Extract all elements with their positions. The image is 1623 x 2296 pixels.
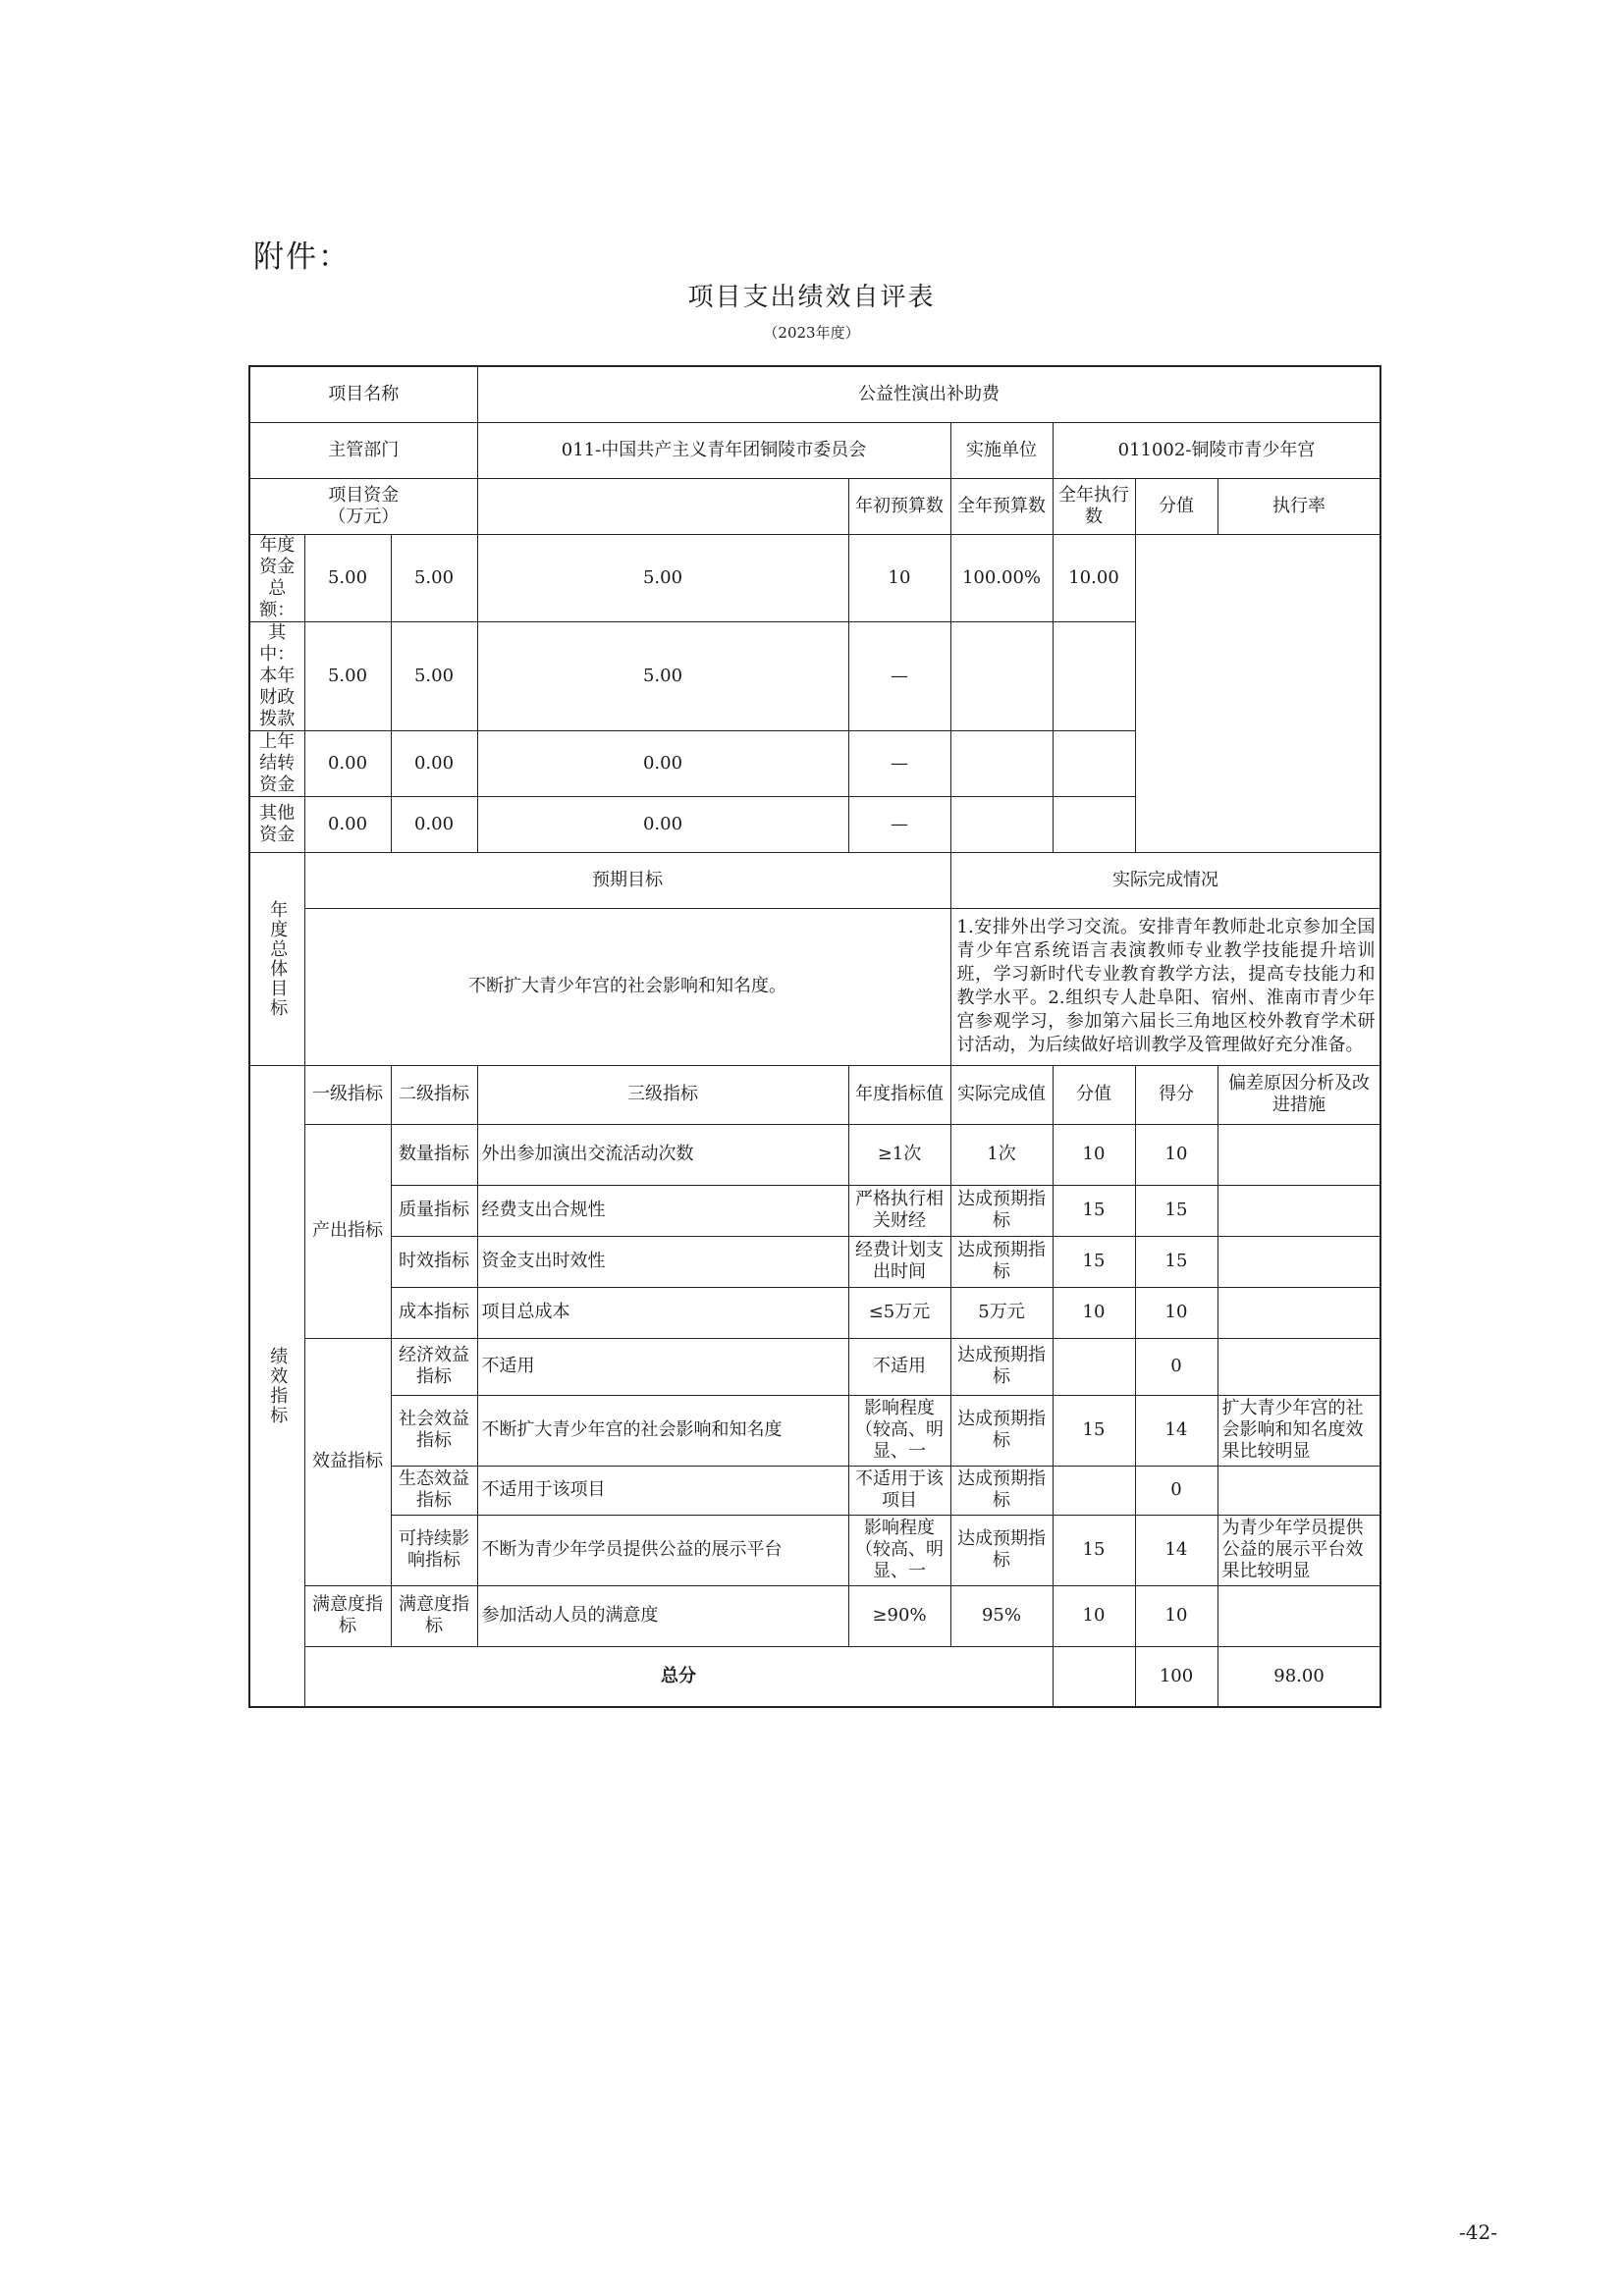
unit-value: 011002-铜陵市青少年宫 bbox=[1053, 422, 1380, 478]
header-target: 年度指标值 bbox=[848, 1065, 950, 1124]
row-satisfaction bbox=[249, 1585, 1380, 1646]
expected-goal: 不断扩大青少年宫的社会影响和知名度。 bbox=[304, 908, 950, 1065]
total-blank bbox=[1053, 1646, 1135, 1707]
funds-score bbox=[1053, 730, 1135, 796]
level3-indicator: 外出参加演出交流活动次数 bbox=[477, 1124, 848, 1185]
evaluation-table bbox=[248, 365, 1381, 1708]
funds-rate bbox=[950, 730, 1053, 796]
actual-value-text: 达成预期指标 bbox=[957, 1528, 1046, 1571]
funds-rate bbox=[950, 621, 1053, 730]
funds-score: 10.00 bbox=[1053, 534, 1135, 621]
deviation-reason bbox=[1217, 1395, 1380, 1466]
level3-indicator: 资金支出时效性 bbox=[477, 1236, 848, 1287]
project-name-label: 项目名称 bbox=[249, 366, 477, 422]
header-rate: 执行率 bbox=[1217, 478, 1380, 534]
level2-indicator bbox=[391, 1185, 477, 1236]
deviation-reason bbox=[1217, 1466, 1380, 1515]
funds-initial: 0.00 bbox=[304, 730, 391, 796]
header-level2: 二级指标 bbox=[391, 1065, 477, 1124]
deviation-reason bbox=[1217, 1124, 1380, 1185]
dept-value: 011-中国共产主义青年团铜陵市委员会 bbox=[477, 422, 950, 478]
indicator-score: 0 bbox=[1135, 1466, 1217, 1515]
funds-full-year: 5.00 bbox=[391, 534, 477, 621]
funds-score bbox=[1053, 796, 1135, 852]
level2-indicator-text: 成本指标 bbox=[399, 1302, 469, 1322]
level2-indicator bbox=[391, 1338, 477, 1395]
funds-rate bbox=[950, 796, 1053, 852]
total-label: 总分 bbox=[304, 1646, 1053, 1707]
target-value bbox=[848, 1124, 950, 1185]
indicator-weight: 15 bbox=[1053, 1185, 1135, 1236]
row-output-0 bbox=[249, 1124, 1380, 1185]
indicator-weight: 10 bbox=[1053, 1124, 1135, 1185]
actual-value-text: 5万元 bbox=[978, 1302, 1025, 1322]
row-funds-1 bbox=[249, 621, 1380, 730]
indicator-weight: 15 bbox=[1053, 1395, 1135, 1466]
indicator-score: 15 bbox=[1135, 1236, 1217, 1287]
header-level1: 一级指标 bbox=[304, 1065, 391, 1124]
total-score: 98.00 bbox=[1217, 1646, 1380, 1707]
actual-value-text: 达成预期指标 bbox=[957, 1189, 1046, 1231]
form-year: （2023年度） bbox=[763, 324, 860, 342]
indicators-label: 绩效指标 bbox=[249, 1065, 304, 1707]
level2-indicator-text: 数量指标 bbox=[399, 1144, 469, 1164]
indicator-score: 10 bbox=[1135, 1124, 1217, 1185]
target-value bbox=[848, 1287, 950, 1338]
indicator-weight bbox=[1053, 1466, 1135, 1515]
target-value-text: ≤5万元 bbox=[868, 1302, 931, 1322]
row-funds-0 bbox=[249, 534, 1380, 621]
indicator-score: 14 bbox=[1135, 1515, 1217, 1585]
target-value-text: 影响程度（较高、明显、一 bbox=[855, 1518, 944, 1581]
satisfaction-target: ≥90% bbox=[848, 1585, 950, 1646]
satisfaction-score: 10 bbox=[1135, 1585, 1217, 1646]
header-ind-weight: 分值 bbox=[1053, 1065, 1135, 1124]
funds-label-line2: （万元） bbox=[328, 506, 400, 527]
deviation-reason bbox=[1217, 1515, 1380, 1585]
actual-value-text: 达成预期指标 bbox=[957, 1409, 1046, 1451]
deviation-reason-text: 扩大青少年宫的社会影响和知名度效果比较明显 bbox=[1221, 1398, 1364, 1462]
target-value-text: ≥1次 bbox=[877, 1144, 922, 1164]
indicator-weight: 10 bbox=[1053, 1287, 1135, 1338]
funds-initial: 0.00 bbox=[304, 796, 391, 852]
level2-indicator-text: 质量指标 bbox=[399, 1200, 469, 1220]
deviation-reason bbox=[1217, 1338, 1380, 1395]
funds-full-year: 0.00 bbox=[391, 796, 477, 852]
row-goals-content bbox=[249, 908, 1380, 1065]
funds-label-line1: 项目资金 bbox=[328, 484, 400, 506]
funds-executed: 5.00 bbox=[477, 534, 848, 621]
header-weight: 分值 bbox=[1135, 478, 1217, 534]
header-initial: 年初预算数 bbox=[848, 478, 950, 534]
satisfaction-label: 满意度指标 bbox=[304, 1585, 391, 1646]
row-benefit-2 bbox=[249, 1466, 1380, 1515]
header-ind-score: 得分 bbox=[1135, 1065, 1217, 1124]
level3-indicator: 不适用于该项目 bbox=[477, 1466, 848, 1515]
actual-value bbox=[950, 1515, 1053, 1585]
deviation-reason bbox=[1217, 1287, 1380, 1338]
funds-executed: 5.00 bbox=[477, 621, 848, 730]
target-value bbox=[848, 1236, 950, 1287]
actual-result-text: 1.安排外出学习交流。安排青年教师赴北京参加全国青少年宫系统语言表演教师专业教学技能提升培训班，学习新时代专业教育教学方法，提高专技能力和教学水平。2.组织专人赴阜阳、宿州、淮南市青少年宫参观学习，参加第六届长三角地区校外教育学术研讨活动，为后续做好培训教学及管理做好充分准备。 bbox=[956, 917, 1376, 1055]
indicator-weight: 15 bbox=[1053, 1515, 1135, 1585]
target-value bbox=[848, 1515, 950, 1585]
deviation-reason bbox=[1217, 1236, 1380, 1287]
funds-weight: — bbox=[848, 730, 950, 796]
target-value-text: 影响程度（较高、明显、一 bbox=[855, 1398, 944, 1462]
level2-indicator-text: 社会效益指标 bbox=[399, 1409, 469, 1451]
satisfaction-level2: 满意度指标 bbox=[391, 1585, 477, 1646]
deviation-reason bbox=[1217, 1185, 1380, 1236]
header-full-year: 全年预算数 bbox=[950, 478, 1053, 534]
actual-value bbox=[950, 1338, 1053, 1395]
actual-value-text: 达成预期指标 bbox=[957, 1345, 1046, 1387]
level3-indicator: 项目总成本 bbox=[477, 1287, 848, 1338]
level3-indicator: 不断扩大青少年宫的社会影响和知名度 bbox=[477, 1395, 848, 1466]
row-goals-header bbox=[249, 852, 1380, 908]
indicator-score: 14 bbox=[1135, 1395, 1217, 1466]
target-value-text: 经费计划支出时间 bbox=[855, 1240, 944, 1282]
funds-row-label: 其他资金 bbox=[249, 796, 304, 852]
level2-indicator bbox=[391, 1515, 477, 1585]
row-output-2 bbox=[249, 1236, 1380, 1287]
funds-executed: 0.00 bbox=[477, 796, 848, 852]
indicator-weight: 15 bbox=[1053, 1236, 1135, 1287]
header-reason: 偏差原因分析及改进措施 bbox=[1217, 1065, 1380, 1124]
row-benefit-0 bbox=[249, 1338, 1380, 1395]
funds-full-year: 0.00 bbox=[391, 730, 477, 796]
form-title: 项目支出绩效自评表 bbox=[687, 283, 936, 312]
target-value bbox=[848, 1185, 950, 1236]
row-department bbox=[249, 422, 1380, 478]
row-funds-3 bbox=[249, 796, 1380, 852]
page-number: -42- bbox=[1459, 2220, 1497, 2244]
indicator-score: 0 bbox=[1135, 1338, 1217, 1395]
funds-row-label: 上年结转资金 bbox=[249, 730, 304, 796]
satisfaction-reason bbox=[1217, 1585, 1380, 1646]
target-value bbox=[848, 1466, 950, 1515]
target-value bbox=[848, 1338, 950, 1395]
level3-indicator: 不断为青少年学员提供公益的展示平台 bbox=[477, 1515, 848, 1585]
attachment-label: 附件： bbox=[253, 240, 351, 275]
funds-score bbox=[1053, 621, 1135, 730]
funds-rate: 100.00% bbox=[950, 534, 1053, 621]
funds-row-label: 其中：本年财政拨款 bbox=[249, 621, 304, 730]
level2-indicator-text: 可持续影响指标 bbox=[399, 1528, 469, 1571]
actual-value bbox=[950, 1185, 1053, 1236]
row-funds-header bbox=[249, 478, 1380, 534]
expected-header: 预期目标 bbox=[304, 852, 950, 908]
row-benefit-3 bbox=[249, 1515, 1380, 1585]
funds-initial: 5.00 bbox=[304, 621, 391, 730]
header-level3: 三级指标 bbox=[477, 1065, 848, 1124]
funds-header-blank bbox=[477, 478, 848, 534]
indicator-weight bbox=[1053, 1338, 1135, 1395]
row-output-3 bbox=[249, 1287, 1380, 1338]
funds-initial: 5.00 bbox=[304, 534, 391, 621]
funds-weight: 10 bbox=[848, 534, 950, 621]
project-name: 公益性演出补助费 bbox=[477, 366, 1380, 422]
funds-executed: 0.00 bbox=[477, 730, 848, 796]
level2-indicator bbox=[391, 1124, 477, 1185]
row-indicator-header bbox=[249, 1065, 1380, 1124]
row-total bbox=[249, 1646, 1380, 1707]
level3-indicator: 不适用 bbox=[477, 1338, 848, 1395]
level2-indicator-text: 生态效益指标 bbox=[399, 1468, 469, 1511]
output-label: 产出指标 bbox=[304, 1124, 391, 1338]
dept-label: 主管部门 bbox=[249, 422, 477, 478]
actual-value bbox=[950, 1395, 1053, 1466]
actual-header: 实际完成情况 bbox=[950, 852, 1380, 908]
indicator-score: 10 bbox=[1135, 1287, 1217, 1338]
target-value bbox=[848, 1395, 950, 1466]
header-actual: 实际完成值 bbox=[950, 1065, 1053, 1124]
unit-label: 实施单位 bbox=[950, 422, 1053, 478]
satisfaction-weight: 10 bbox=[1053, 1585, 1135, 1646]
row-funds-2 bbox=[249, 730, 1380, 796]
row-project-name bbox=[249, 366, 1380, 422]
funds-weight: — bbox=[848, 796, 950, 852]
deviation-reason-text: 为青少年学员提供公益的展示平台效果比较明显 bbox=[1221, 1518, 1364, 1581]
level2-indicator bbox=[391, 1287, 477, 1338]
level3-indicator: 经费支出合规性 bbox=[477, 1185, 848, 1236]
target-value-text: 严格执行相关财经 bbox=[855, 1189, 944, 1231]
goals-label: 年度总体目标 bbox=[249, 852, 304, 1065]
row-benefit-1 bbox=[249, 1395, 1380, 1466]
level2-indicator-text: 经济效益指标 bbox=[399, 1345, 469, 1387]
benefit-label: 效益指标 bbox=[304, 1338, 391, 1585]
actual-value bbox=[950, 1236, 1053, 1287]
actual-value bbox=[950, 1124, 1053, 1185]
indicator-score: 15 bbox=[1135, 1185, 1217, 1236]
level2-indicator bbox=[391, 1395, 477, 1466]
level2-indicator bbox=[391, 1466, 477, 1515]
funds-weight: — bbox=[848, 621, 950, 730]
target-value-text: 不适用于该项目 bbox=[855, 1468, 944, 1511]
actual-value bbox=[950, 1466, 1053, 1515]
row-output-1 bbox=[249, 1185, 1380, 1236]
satisfaction-actual: 95% bbox=[950, 1585, 1053, 1646]
target-value-text: 不适用 bbox=[873, 1356, 926, 1376]
total-weight: 100 bbox=[1135, 1646, 1217, 1707]
funds-full-year: 5.00 bbox=[391, 621, 477, 730]
actual-value bbox=[950, 1287, 1053, 1338]
actual-value-text: 达成预期指标 bbox=[957, 1240, 1046, 1282]
level2-indicator-text: 时效指标 bbox=[399, 1251, 469, 1271]
actual-value-text: 1次 bbox=[987, 1144, 1016, 1164]
actual-value-text: 达成预期指标 bbox=[957, 1468, 1046, 1511]
funds-row-label: 年度资金总额： bbox=[249, 534, 304, 621]
header-executed: 全年执行数 bbox=[1053, 478, 1135, 534]
level2-indicator bbox=[391, 1236, 477, 1287]
funds-label bbox=[249, 478, 477, 534]
satisfaction-level3: 参加活动人员的满意度 bbox=[477, 1585, 848, 1646]
actual-result bbox=[950, 908, 1380, 1065]
